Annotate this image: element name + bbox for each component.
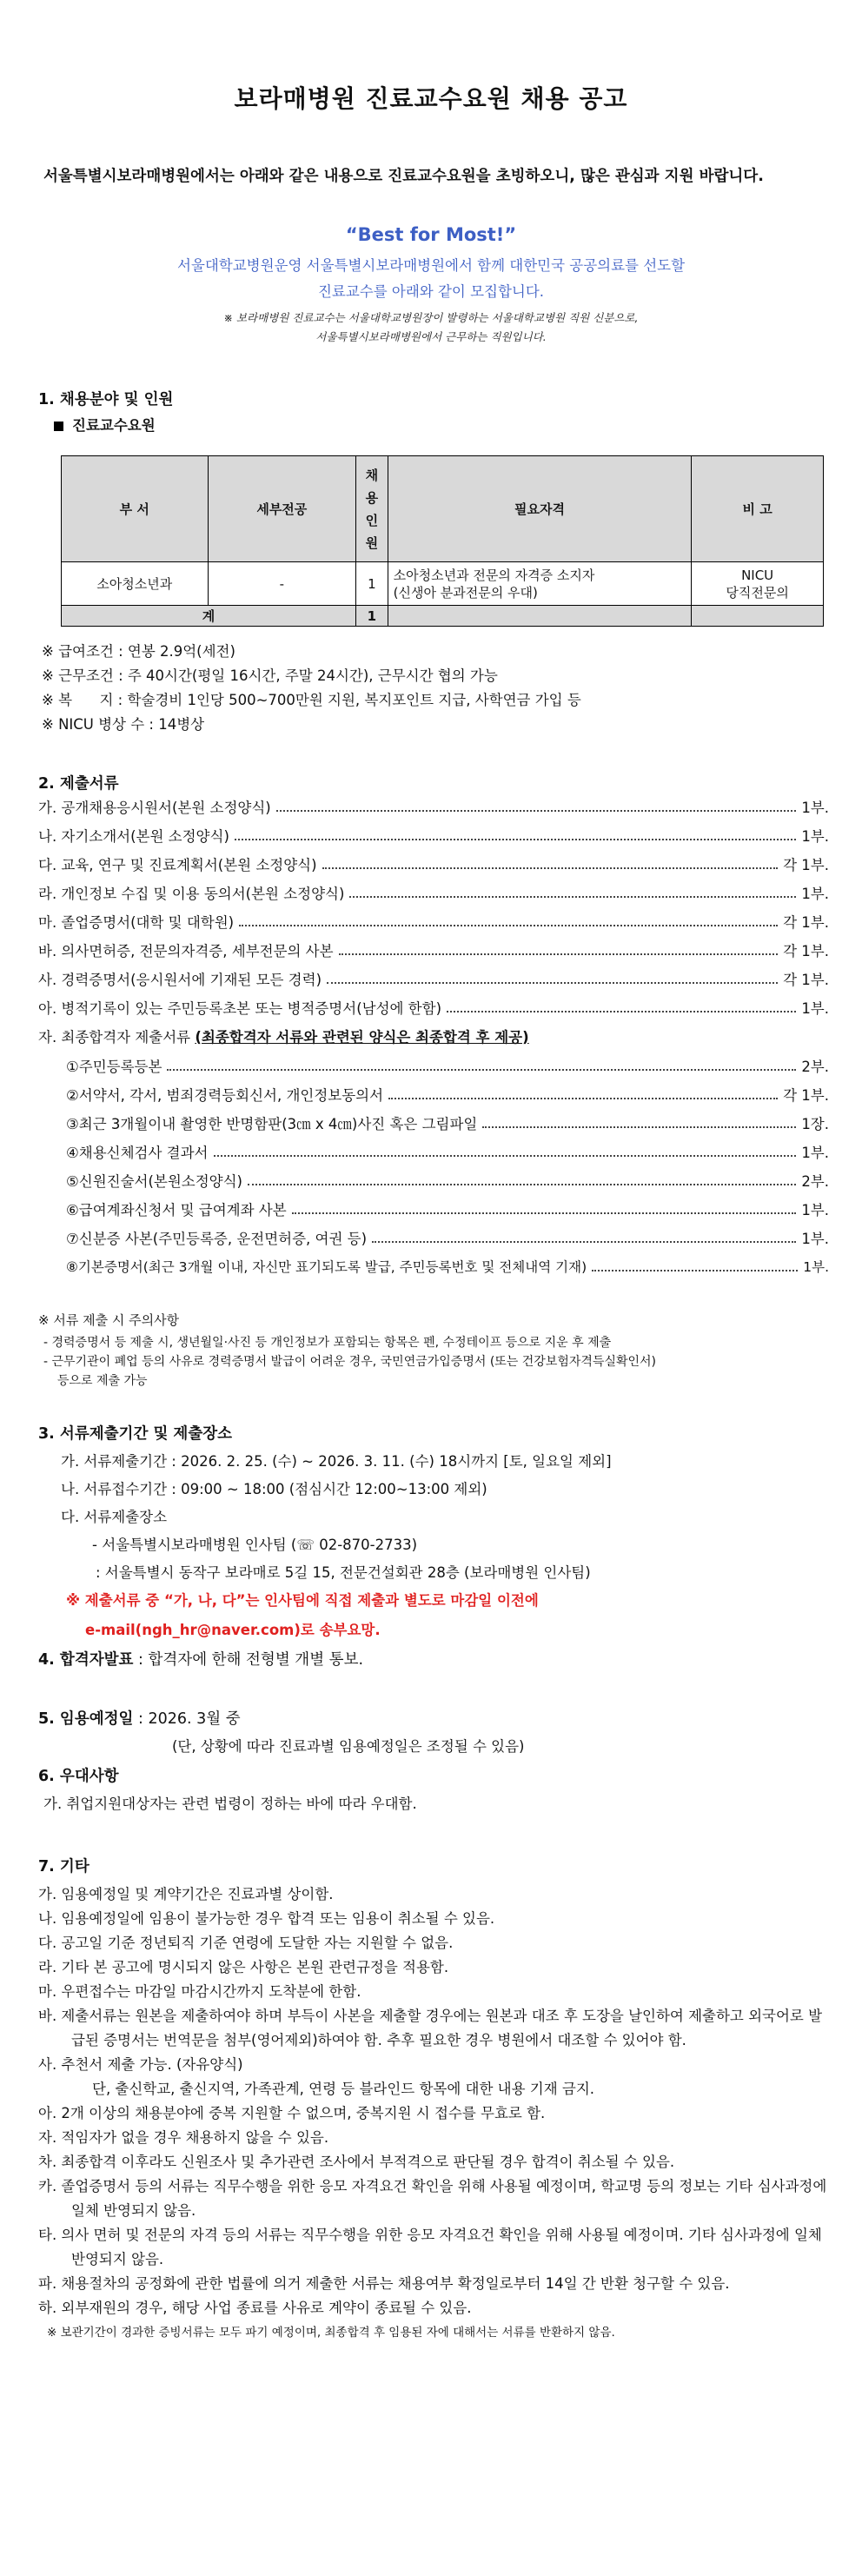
cell-dept: 소아청소년과: [62, 562, 209, 606]
total-empty-1: [388, 606, 692, 627]
doc-count: 1부.: [801, 1000, 829, 1017]
header-req: 필요자격: [388, 456, 692, 562]
subheading-label: 진료교수요원: [72, 417, 156, 434]
section-6-text: 가. 취업지원대상자는 관련 법령이 정하는 바에 따라 우대함.: [43, 1796, 417, 1812]
doc-label: 가. 공개채용응시원서(본원 소정양식): [38, 800, 271, 816]
doc-label: 사. 경력증명서(응시원서에 기재된 모든 경력): [38, 972, 322, 988]
list-item: 마. 우편접수는 마감일 마감시간까지 도착분에 한함.: [38, 1983, 361, 2000]
header-major: 세부전공: [208, 456, 356, 562]
list-item: [66, 1168, 829, 1192]
list-item: 타. 의사 면허 및 전문의 자격 등의 서류는 직무수행을 위한 응모 자격요건 확인을 위해 사용될 예정이며. 기타 심사과정에 일체 반영되지 않음.: [38, 2227, 822, 2267]
table-header-row: [62, 456, 824, 562]
final-docs-title: [38, 1026, 529, 1046]
doc-label: ⑥급여계좌신청서 및 급여계좌 사본: [66, 1202, 287, 1218]
list-item: 나. 임용예정일에 임용이 불가능한 경우 합격 또는 임용이 취소될 수 있음.: [38, 1910, 495, 1927]
section-1-subheading: [54, 414, 156, 435]
total-empty-2: [692, 606, 824, 627]
list-item: [38, 823, 829, 847]
header-note: 비 고: [692, 456, 824, 562]
section-1-heading: 1. 채용분야 및 인원: [38, 391, 174, 408]
list-item: 단, 출신학교, 출신지역, 가족관계, 연령 등 블라인드 항목에 대한 내용 기재 금지.: [92, 2081, 595, 2097]
doc-label: ①주민등록등본: [66, 1059, 162, 1075]
doc-label: ⑧기본증명서(최근 3개월 이내, 자신만 표기되도록 발급, 주민등록번호 및 전체내역 기재): [66, 1259, 587, 1275]
submit-place: 다. 서류제출장소: [61, 1509, 168, 1525]
submit-period: 가. 서류제출기간 : 2026. 2. 25. (수) ~ 2026. 3. 11. (수) 18시까지 [토, 일요일 제외]: [61, 1453, 612, 1470]
list-item: 자. 적임자가 없을 경우 채용하지 않을 수 있음.: [38, 2129, 329, 2146]
section-4-heading: 4. 합격자발표: [38, 1651, 134, 1669]
final-underline: (최종합격자 서류와 관련된 양식은 최종합격 후 제공): [195, 1029, 529, 1046]
note-salary: ※ 급여조건 : 연봉 2.9억(세전): [42, 643, 235, 660]
section-2-heading: 2. 제출서류: [38, 775, 119, 793]
list-item: [66, 1082, 829, 1106]
list-item: [38, 995, 829, 1019]
doc-count: 2부.: [801, 1059, 829, 1075]
list-item: [66, 1053, 829, 1078]
section-3-heading: 3. 서류제출기간 및 제출장소: [38, 1425, 233, 1443]
list-item: [38, 852, 829, 876]
caution-1: - 경력증명서 등 제출 시, 생년월일·사진 등 개인정보가 포함되는 항목은 펜, 수정테이프 등으로 지운 후 제출: [43, 1336, 612, 1350]
doc-count: 2부.: [801, 1173, 829, 1190]
doc-count: 1장.: [801, 1116, 829, 1132]
doc-count: 각 1부.: [783, 943, 829, 959]
doc-count: 1부.: [801, 1145, 829, 1161]
doc-label: 마. 졸업증명서(대학 및 대학원): [38, 914, 235, 931]
list-item: 카. 졸업증명서 등의 서류는 직무수행을 위한 응모 자격요건 확인을 위해 사용될 예정이며, 학교명 등의 정보는 기타 심사과정에 일체 반영되지 않음.: [38, 2178, 827, 2219]
note-line-2: 서울특별시보라매병원에서 근무하는 직원입니다.: [315, 330, 547, 343]
doc-label: ⑤신원진술서(본원소정양식): [66, 1173, 242, 1190]
list-item: 차. 최종합격 이후라도 신원조사 및 추가관련 조사에서 부적격으로 판단될 경우 합격이 취소될 수 있음.: [38, 2154, 675, 2170]
doc-count: 각 1부.: [783, 914, 829, 931]
cell-req: [388, 562, 692, 606]
note-welfare: ※ 복 지 : 학술경비 1인당 500~700만원 지원, 복지포인트 지급, 사학연금 가입 등: [42, 692, 581, 708]
section-4-text: : 합격자에 한해 전형별 개별 통보.: [133, 1651, 364, 1669]
list-item: 바. 제출서류는 원본을 제출하여야 하며 부득이 사본을 제출할 경우에는 원본과 대조 후 도장을 날인하여 제출하고 외국어로 발급된 증명서는 번역문을 첨부(영어제외)하여야 함. 추후 필요한 경우 병원에서 대조할 수 있어야 함.: [38, 2008, 823, 2048]
list-item: [66, 1197, 829, 1221]
list-item: 파. 채용절차의 공정화에 관한 법률에 의거 제출한 서류는 채용여부 확정일로부터 14일 간 반환 청구할 수 있음.: [38, 2275, 730, 2292]
req-line-2: (신생아 분과전문의 우대): [393, 584, 538, 601]
recruit-table: [61, 455, 824, 627]
doc-count: 1부.: [801, 1202, 829, 1218]
header-count: 채용인원: [356, 456, 388, 562]
note-hours: ※ 근무조건 : 주 40시간(평일 16시간, 주말 24시간), 근무시간 협의 가능: [42, 667, 498, 684]
doc-label: 나. 자기소개서(본원 소정양식): [38, 828, 229, 845]
cell-count: 1: [356, 562, 388, 606]
intro-text: 서울특별시보라매병원에서는 아래와 같은 내용으로 진료교수요원을 초빙하오니, 많은 관심과 지원 바랍니다.: [43, 168, 764, 185]
doc-count: 1부.: [801, 886, 829, 902]
caution-2a: - 근무기관이 폐업 등의 사유로 경력증명서 발급이 어려운 경우, 국민연금가입증명서 (또는 건강보험자격득실확인서): [43, 1355, 657, 1369]
note-line-a: NICU: [741, 567, 774, 583]
doc-count: 각 1부.: [783, 972, 829, 988]
submit-hours: 나. 서류접수기간 : 09:00 ~ 18:00 (점심시간 12:00~13:00 제외): [61, 1481, 487, 1497]
doc-label: ②서약서, 각서, 범죄경력등회신서, 개인정보동의서: [66, 1087, 384, 1104]
doc-label: 바. 의사면허증, 전문의자격증, 세부전문의 사본: [38, 943, 334, 959]
table-row: [62, 562, 824, 606]
doc-label: 아. 병적기록이 있는 주민등록초본 또는 병적증명서(남성에 한함): [38, 1000, 442, 1017]
list-item: [66, 1225, 829, 1250]
doc-count: 1부.: [801, 1231, 829, 1247]
slogan: “Best for Most!”: [345, 224, 517, 245]
caution-2b: 등으로 제출 가능: [57, 1374, 148, 1388]
section-7-heading: 7. 기타: [38, 1858, 90, 1876]
doc-label: ④채용신체검사 결과서: [66, 1145, 209, 1161]
list-item: 사. 추천서 제출 가능. (자유양식): [38, 2056, 243, 2073]
note-nicu: ※ NICU 병상 수 : 14병상: [42, 716, 205, 733]
list-item: [38, 966, 829, 991]
list-item: [38, 938, 829, 962]
section-5: [38, 1707, 241, 1729]
doc-count: 1부.: [801, 828, 829, 845]
doc-label: ⑦신분증 사본(주민등록증, 운전면허증, 여권 등): [66, 1231, 368, 1247]
header-dept: 부 서: [62, 456, 209, 562]
note-line-b: 당직전문의: [726, 584, 789, 601]
note-line-1: ※ 보라매병원 진료교수는 서울대학교병원장이 발령하는 서울대학교병원 직원 신분으로,: [223, 311, 639, 324]
list-item: 아. 2개 이상의 채용분야에 중복 지원할 수 없으며, 중복지원 시 접수를 무효로 함.: [38, 2105, 546, 2121]
final-note: ※ 보관기간이 경과한 증빙서류는 모두 파기 예정이며, 최종합격 후 임용된 자에 대해서는 서류를 반환하지 않음.: [47, 2326, 615, 2340]
section-4: [38, 1648, 363, 1670]
doc-label: 라. 개인정보 수집 및 이용 동의서(본원 소정양식): [38, 886, 345, 902]
list-item: [66, 1254, 829, 1278]
section-5-text: : 2026. 3월 중: [133, 1710, 241, 1728]
doc-label: 다. 교육, 연구 및 진료계획서(본원 소정양식): [38, 857, 317, 873]
caution-title: ※ 서류 제출 시 주의사항: [38, 1312, 180, 1328]
list-item: 다. 공고일 기준 정년퇴직 기준 연령에 도달한 자는 지원할 수 없음.: [38, 1935, 454, 1951]
submit-place-1: - 서울특별시보라매병원 인사팀 (☏ 02-870-2733): [92, 1537, 418, 1553]
section-5-sub: (단, 상황에 따라 진료과별 임용예정일은 조정될 수 있음): [172, 1738, 525, 1755]
doc-label: ③최근 3개월이내 촬영한 반명함판(3㎝ x 4㎝)사진 혹은 그림파일: [66, 1116, 478, 1132]
list-item: [66, 1139, 829, 1164]
page-title: 보라매병원 진료교수요원 채용 공고: [234, 84, 628, 113]
list-item: 하. 외부재원의 경우, 해당 사업 종료를 사유로 계약이 종료될 수 있음.: [38, 2300, 472, 2316]
doc-count: 1부.: [803, 1259, 829, 1275]
submit-place-2: : 서울특별시 동작구 보라매로 5길 15, 전문건설회관 28층 (보라매병원 인사팀): [96, 1564, 591, 1581]
cell-major: -: [208, 562, 356, 606]
doc-count: 1부.: [801, 800, 829, 816]
cell-note: [692, 562, 824, 606]
blue-line-1: 서울대학교병원운영 서울특별시보라매병원에서 함께 대한민국 공공의료를 선도할: [176, 257, 686, 274]
email-notice-2: e-mail(ngh_hr@naver.com)로 송부요망.: [85, 1622, 381, 1638]
square-bullet-icon: [54, 422, 63, 431]
list-item: [38, 794, 829, 819]
list-item: [66, 1111, 829, 1135]
section-7-body: [38, 1882, 829, 2345]
total-label: 계: [62, 606, 356, 627]
doc-count: 각 1부.: [783, 1087, 829, 1104]
req-line-1: 소아청소년과 전문의 자격증 소지자: [393, 567, 595, 583]
list-item: [38, 880, 829, 905]
list-item: 라. 기타 본 공고에 명시되지 않은 사항은 본원 관련규정을 적용함.: [38, 1959, 449, 1975]
blue-line-2: 진료교수를 아래와 같이 모집합니다.: [317, 283, 545, 300]
doc-count: 각 1부.: [783, 857, 829, 873]
final-prefix: 자. 최종합격자 제출서류: [38, 1029, 196, 1046]
section-5-heading: 5. 임용예정일: [38, 1710, 134, 1728]
list-item: [38, 909, 829, 933]
section-6-heading: 6. 우대사항: [38, 1768, 119, 1785]
list-item: 가. 임용예정일 및 계약기간은 진료과별 상이함.: [38, 1886, 334, 1902]
total-count: 1: [356, 606, 388, 627]
table-total-row: [62, 606, 824, 627]
email-notice-1: ※ 제출서류 중 “가, 나, 다”는 인사팀에 직접 제출과 별도로 마감일 이전에: [66, 1592, 539, 1609]
